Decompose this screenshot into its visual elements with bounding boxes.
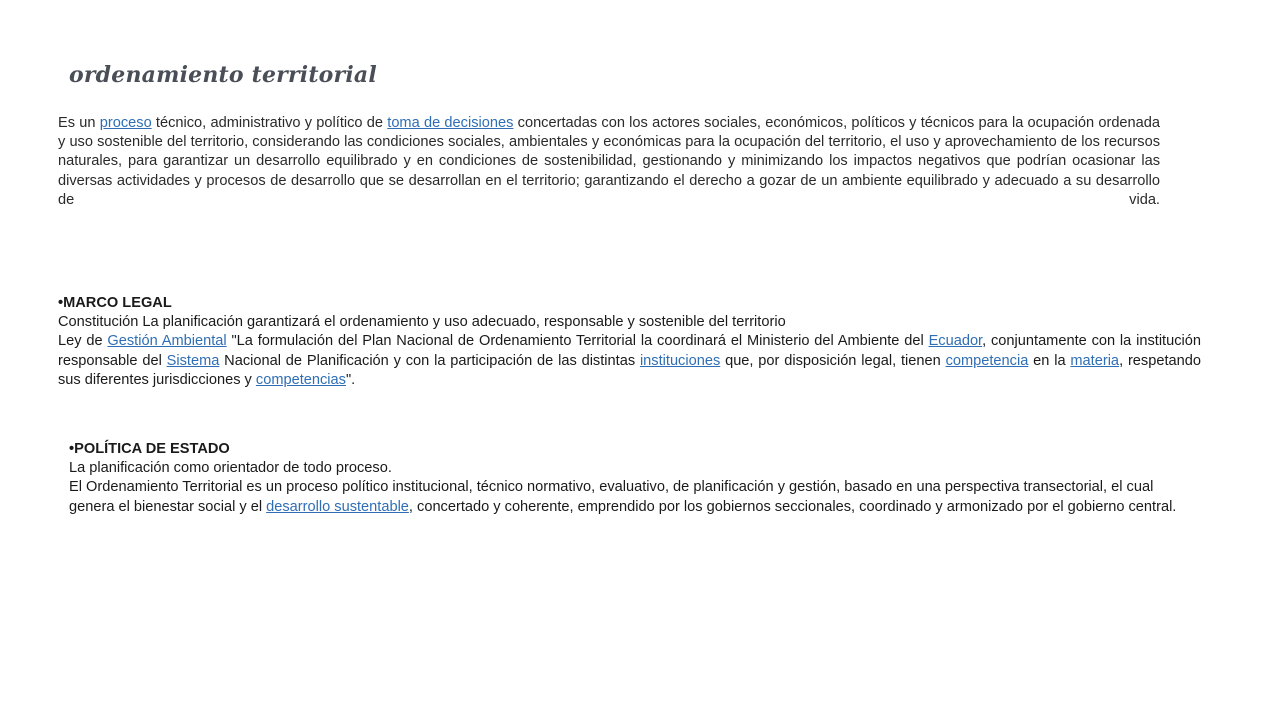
intro-text: Es un [58, 115, 100, 131]
link-proceso[interactable]: proceso [99, 115, 152, 131]
ley-text: , conjuntamente con la institución responsable del [58, 333, 1202, 369]
politica-line: La planificación como orientador de todo proceso. [69, 460, 392, 477]
link-competencias[interactable]: competencias [255, 371, 346, 388]
politica-text: , concertado y coherente, emprendido por los gobiernos seccionales, coordinado y armonizado por el gobierno central. [408, 498, 1177, 515]
link-ecuador[interactable]: Ecuador [928, 333, 983, 350]
marco-legal-section [58, 294, 1201, 390]
link-instituciones[interactable]: instituciones [639, 352, 721, 369]
politica-de-estado-section [69, 440, 1184, 517]
politica-paragraph [69, 478, 1184, 516]
ley-text: Ley de [58, 333, 108, 350]
ley-text: Nacional de Planificación y con la participación de las distintas [219, 352, 640, 369]
marco-legal-heading: •MARCO LEGAL [58, 295, 172, 311]
intro-paragraph [58, 114, 1160, 210]
link-sistema[interactable]: Sistema [166, 352, 220, 369]
link-toma-de-decisiones[interactable]: toma de decisiones [387, 115, 514, 131]
ley-text: ". [345, 371, 356, 388]
link-gestion-ambiental[interactable]: Gestión Ambiental [107, 333, 227, 350]
ley-text: que, por disposición legal, tienen [720, 352, 946, 369]
page-title: ordenamiento territorial [69, 62, 377, 88]
politica-heading: •POLÍTICA DE ESTADO [69, 441, 230, 457]
link-desarrollo-sustentable[interactable]: desarrollo sustentable [266, 498, 409, 515]
intro-text: concertadas con los actores sociales, económicos, políticos y técnicos para la ocupación ordenada y uso sostenible del territorio, considerando las condiciones sociales, ambientales y económicas para la ocupación del territorio, el uso y aprovechamiento de los recursos naturales, para garantizar un desarrollo equilibrado y en condiciones de sostenibilidad, gestionando y minimizando los impactos negativos que podrían ocasionar las diversas actividades y procesos de desarrollo que se desarrollan en el territorio; garantizando el derecho a gozar de un ambiente equilibrado y adecuado a su desarrollo de vida. [58, 115, 1161, 208]
constitucion-text: Constitución La planificación garantizará el ordenamiento y uso adecuado, responsable y sostenible del territorio [58, 314, 786, 331]
ley-text: "La formulación del Plan Nacional de Ordenamiento Territorial la coordinará el Ministerio del Ambiente del [226, 333, 929, 350]
ley-paragraph [58, 332, 1201, 390]
ley-text: en la [1028, 352, 1071, 369]
intro-text: técnico, administrativo y político de [151, 115, 388, 131]
politica-text: El Ordenamiento Territorial es un proceso político institucional, técnico normativo, evaluativo, de planificación y gestión, basado en una perspectiva transectorial, el cual genera el bienestar social y el [69, 479, 1154, 515]
link-materia[interactable]: materia [1070, 352, 1120, 369]
ley-text: , respetando sus diferentes jurisdicciones y [58, 352, 1201, 388]
link-competencia[interactable]: competencia [945, 352, 1029, 369]
